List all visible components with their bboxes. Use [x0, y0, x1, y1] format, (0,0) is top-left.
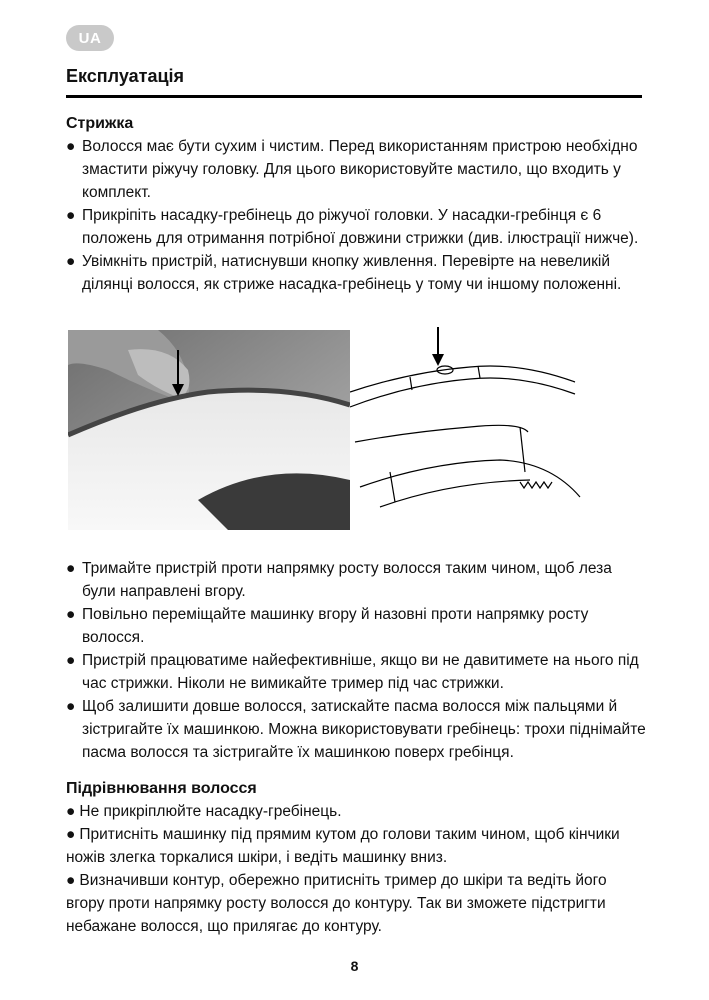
page-title: Експлуатація [66, 66, 185, 86]
bullet-icon: ● [66, 803, 76, 820]
trimming-steps-list [66, 800, 646, 938]
line-drawing [350, 322, 585, 522]
list-item: ● Прикріпіть насадку-гребінець до ріжучої головки. У насадки-гребінця є 6 положень для отримання потрібної довжини стрижки (див. ілюстрації нижче). [66, 204, 646, 250]
list-item: ● Увімкніть пристрій, натиснувши кнопку живлення. Перевірте на невеликій ділянці волосся, як стриже насадка-гребінець у тому чи іншому положенні. [66, 250, 646, 296]
list-item: ● Повільно переміщайте машинку вгору й назовні проти напрямку росту волосся. [66, 603, 646, 649]
title-divider [66, 95, 642, 98]
bullet-icon: ● [66, 872, 76, 889]
list-item: ● Щоб залишити довше волосся, затискайте пасма волосся між пальцями й зістригайте їх машинкою. Можна використовувати гребінець: трохи піднімайте пасма волосся та зістригайте їх машинкою поверх гребінця. [66, 695, 646, 764]
list-item: ● Тримайте пристрій проти напрямку росту волосся таким чином, щоб леза були направлені вгору. [66, 557, 646, 603]
bullet-icon: ● [66, 253, 76, 270]
comb-attachment-drawing [350, 322, 585, 522]
bullet-icon: ● [66, 698, 76, 715]
haircut-steps-list-b [66, 557, 646, 764]
page-number: 8 [350, 958, 359, 974]
list-item: ● Притисніть машинку під прямим кутом до голови таким чином, щоб кінчики ножів злегка торкалися шкіри, і ведіть машинку вниз. [66, 826, 620, 866]
bullet-icon: ● [66, 826, 76, 843]
bullet-icon: ● [66, 207, 76, 224]
list-item: ● Пристрій працюватиме найефективніше, якщо ви не давитимете на нього під час стрижки. Ніколи не вимикайте тример під час стрижки. [66, 649, 646, 695]
photo-illustration [68, 330, 350, 530]
list-item: ● Волосся має бути сухим і чистим. Перед використанням пристрою необхідно змастити ріжучу головку. Для цього використовуйте мастило, що входить у комплект. [66, 135, 646, 204]
language-badge: UA [66, 25, 114, 51]
haircut-steps-list-a [66, 135, 646, 296]
list-item: ● Не прикріплюйте насадку-гребінець. [66, 803, 342, 820]
bullet-icon: ● [66, 560, 76, 577]
section-heading-haircut: Стрижка [66, 115, 134, 132]
bullet-icon: ● [66, 606, 76, 623]
power-button-photo [68, 330, 350, 530]
bullet-icon: ● [66, 138, 76, 155]
list-item: ● Визначивши контур, обережно притисніть тример до шкіри та ведіть його вгору проти напрямку росту волосся до контуру. Так ви зможете підстригти небажане волосся, що прилягає до контуру. [66, 872, 607, 935]
bullet-icon: ● [66, 652, 76, 669]
section-heading-trimming: Підрівнювання волосся [66, 780, 257, 797]
